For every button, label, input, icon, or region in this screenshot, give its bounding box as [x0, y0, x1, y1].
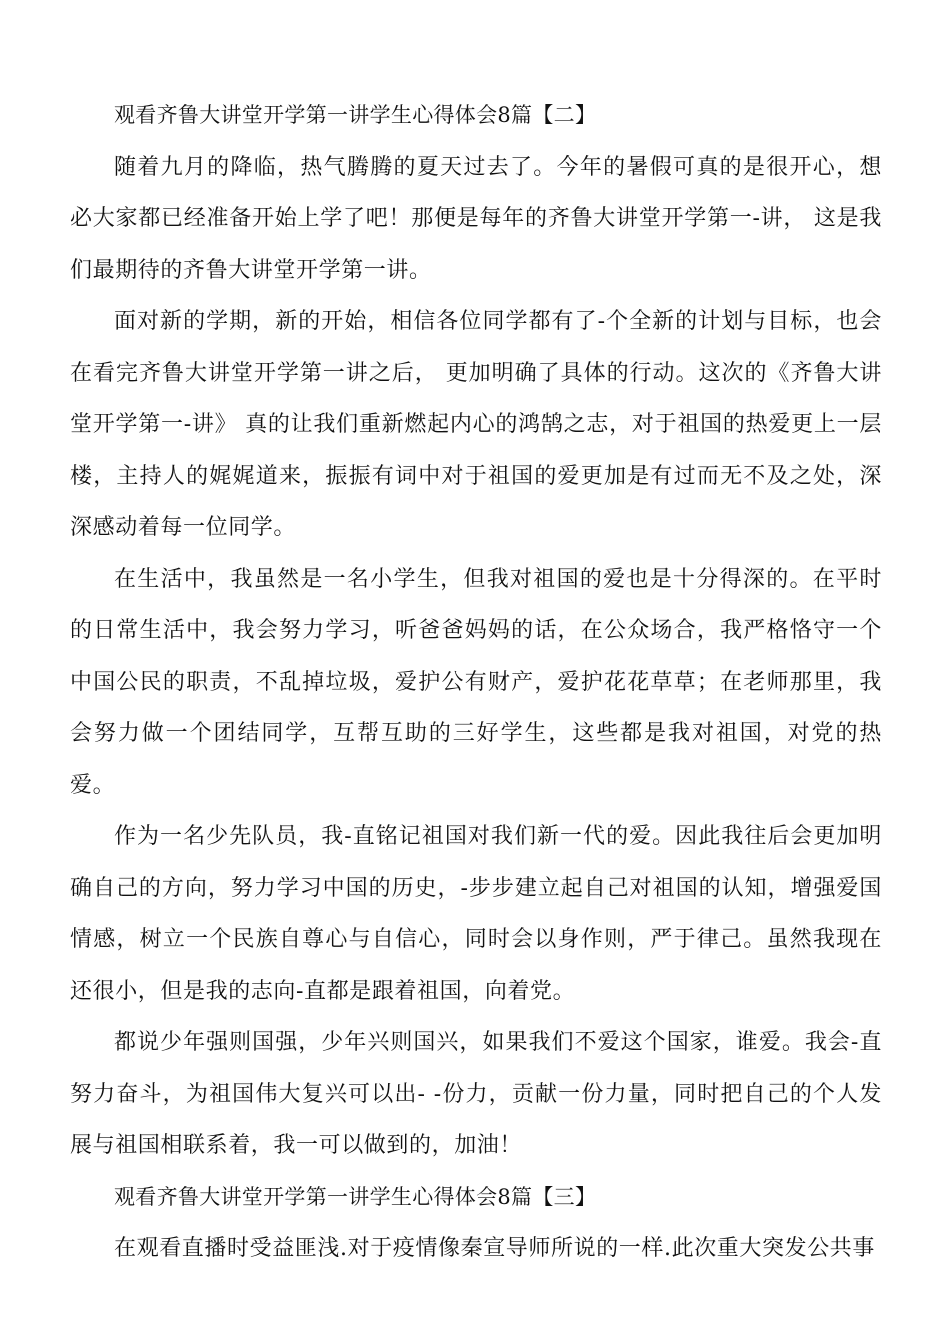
section-heading-2: 观看齐鲁大讲堂开学第一讲学生心得体会8篇【二】 [114, 103, 597, 127]
paragraph: 都说少年强则国强，少年兴则国兴，如果我们不爱这个国家，谁爱。我会-直努力奋斗，为祖国伟大复兴可以出- -份力，贡献一份力量，同时把自己的个人发展与祖国相联系着，我一可以做到的，加油！ [70, 1030, 882, 1158]
paragraph: 在生活中，我虽然是一名小学生，但我对祖国的爱也是十分得深的。在平时的日常生活中，我会努力学习，听爸爸妈妈的话，在公众场合，我严格恪守一个中国公民的职责，不乱掉垃圾，爱护公有财产，爱护花花草草；在老师那里，我会努力做一个团结同学，互帮互助的三好学生，这些都是我对祖国，对党的热爱。 [70, 566, 882, 798]
document-body [70, 90, 882, 1275]
paragraph: 作为一名少先队员，我-直铭记祖国对我们新一代的爱。因此我往后会更加明确自己的方向，努力学习中国的历史，-步步建立起自己对祖国的认知，增强爱国情感，树立一个民族自尊心与自信心，同时会以身作则，严于律己。虽然我现在还很小，但是我的志向-直都是跟着祖国，向着党。 [70, 824, 882, 1004]
paragraph: 面对新的学期，新的开始，相信各位同学都有了-个全新的计划与目标，也会在看完齐鲁大讲堂开学第一讲之后， 更加明确了具体的行动。这次的《齐鲁大讲堂开学第一-讲》 真的让我们重新燃起内心的鸿鹄之志，对于祖国的热爱更上一层楼，主持人的娓娓道来，振振有词中对于祖国的爱更加是有过而无不及之处，深深感动着每一位同学。 [70, 309, 882, 540]
section-heading-3: 观看齐鲁大讲堂开学第一讲学生心得体会8篇【三】 [114, 1184, 597, 1209]
paragraph: 在观看直播时受益匪浅.对于疫情像秦宣导师所说的一样.此次重大突发公共事 [114, 1236, 875, 1261]
paragraph: 随着九月的降临，热气腾腾的夏天过去了。今年的暑假可真的是很开心，想必大家都已经准备开始上学了吧！那便是每年的齐鲁大讲堂开学第一-讲， 这是我们最期待的齐鲁大讲堂开学第一讲。 [70, 154, 882, 283]
